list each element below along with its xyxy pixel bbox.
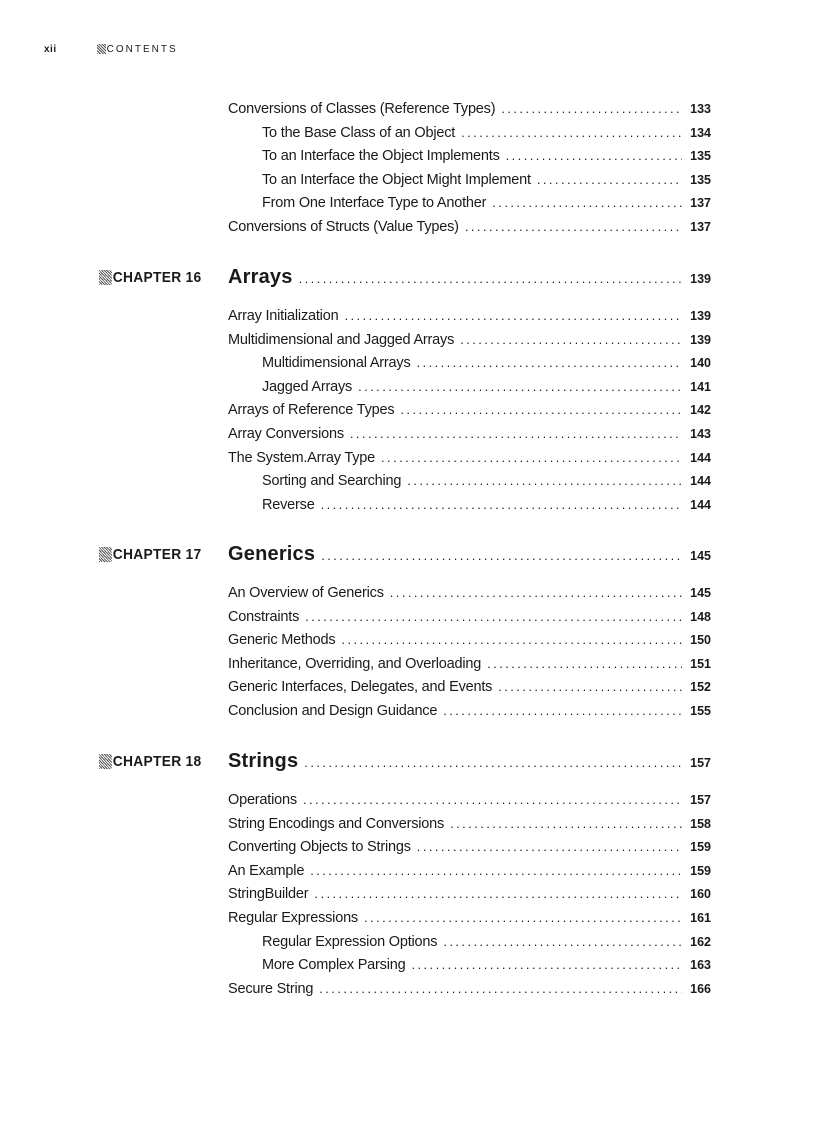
toc-entry-title: Arrays of Reference Types — [228, 402, 395, 419]
toc-entry-page: 139 — [690, 332, 711, 347]
toc-entry-page: 144 — [690, 497, 711, 512]
toc-entry-title: An Example — [228, 862, 305, 879]
dot-leader — [411, 953, 682, 977]
toc-entry-title: Secure String — [228, 980, 314, 997]
toc-entry[interactable] — [228, 328, 711, 352]
toc-entry-title: To the Base Class of an Object — [262, 124, 456, 141]
toc-entry-title: Regular Expression Options — [262, 933, 438, 950]
toc-entry-page: 163 — [690, 958, 711, 973]
toc-entry-title: Multidimensional Arrays — [262, 355, 411, 372]
dot-leader — [381, 446, 682, 470]
toc-entry-page: 142 — [690, 403, 711, 418]
toc-entry-page: 151 — [690, 656, 711, 671]
chapter-number: CHAPTER 16 — [112, 268, 202, 286]
dot-leader — [303, 788, 682, 812]
toc-entry[interactable] — [228, 398, 711, 422]
toc-entry-title: Constraints — [228, 608, 300, 625]
toc-entry-title: Converting Objects to Strings — [228, 839, 411, 856]
toc-entry[interactable] — [228, 882, 711, 906]
dot-leader — [358, 375, 682, 399]
toc-entry-title: Sorting and Searching — [262, 473, 402, 490]
toc-entry[interactable] — [262, 144, 711, 168]
toc-entry[interactable] — [228, 699, 711, 723]
toc-entry[interactable] — [228, 859, 711, 883]
toc-entry-page: 144 — [690, 474, 711, 489]
toc-entry[interactable] — [228, 675, 711, 699]
hatch-marker-icon — [99, 754, 112, 769]
toc-entry[interactable] — [228, 906, 711, 930]
toc-entry-title: Multidimensional and Jagged Arrays — [228, 331, 455, 348]
dot-leader — [321, 493, 682, 517]
chapter-label — [99, 752, 201, 770]
toc-entry-page: 162 — [690, 934, 711, 949]
chapter-page-number: 139 — [690, 272, 711, 286]
running-title: CONTENTS — [106, 43, 178, 55]
dot-leader — [487, 652, 682, 676]
toc-entry[interactable] — [262, 930, 711, 954]
toc-entry[interactable] — [228, 304, 711, 328]
chapter-number: CHAPTER 17 — [112, 545, 202, 563]
toc-entry-page: 155 — [690, 704, 711, 718]
dot-leader — [443, 930, 682, 954]
page-number: xii — [44, 43, 57, 55]
dot-leader — [350, 422, 682, 446]
dot-leader — [400, 398, 682, 422]
toc-entry-page: 160 — [690, 887, 711, 902]
toc-entry[interactable] — [262, 168, 711, 192]
toc-entry-page: 150 — [690, 633, 711, 648]
chapter-title-entry[interactable] — [228, 265, 711, 289]
toc-entry[interactable] — [228, 215, 711, 239]
toc-entry[interactable] — [228, 812, 711, 836]
toc-entry-title: Conversions of Structs (Value Types) — [228, 219, 459, 235]
dot-leader — [492, 191, 682, 215]
toc-entry-page: 157 — [690, 793, 711, 807]
toc-entry-page: 137 — [690, 220, 711, 234]
dot-leader — [314, 882, 682, 906]
toc-entry-title: From One Interface Type to Another — [262, 195, 487, 212]
hatch-marker-icon — [97, 44, 106, 54]
toc-entry-page: 158 — [690, 816, 711, 831]
dot-leader — [501, 97, 682, 121]
toc-entry-title: To an Interface the Object Might Implement — [262, 171, 531, 188]
toc-entry-page: 144 — [690, 450, 711, 465]
dot-leader — [319, 977, 682, 1001]
toc-entry[interactable] — [228, 605, 711, 629]
toc-entry[interactable] — [228, 977, 711, 1001]
toc-entry-page: 161 — [690, 911, 711, 925]
dot-leader — [450, 812, 682, 836]
toc-entry[interactable] — [228, 628, 711, 652]
dot-leader — [364, 906, 682, 930]
dot-leader — [417, 835, 682, 859]
dot-leader — [310, 859, 682, 883]
hatch-marker-icon — [99, 547, 112, 562]
toc-entry-page: 135 — [690, 149, 711, 164]
toc-entry-title: Conversions of Classes (Reference Types) — [228, 101, 496, 117]
toc-entry[interactable] — [262, 953, 711, 977]
hatch-marker-icon — [99, 270, 112, 285]
toc-entry-page: 141 — [690, 379, 711, 394]
toc-entry-title: String Encodings and Conversions — [228, 815, 445, 832]
toc-entry-page: 145 — [690, 586, 711, 600]
dot-leader — [407, 469, 682, 493]
toc-entry-title: Inheritance, Overriding, and Overloading — [228, 655, 482, 672]
toc-entry[interactable] — [228, 446, 711, 470]
toc-entry-title: Regular Expressions — [228, 910, 358, 926]
toc-entry-title: StringBuilder — [228, 886, 309, 903]
dot-leader — [321, 544, 682, 568]
chapter-page-number: 145 — [690, 549, 711, 563]
toc-entry[interactable] — [262, 121, 711, 145]
toc-entry-title: Generic Interfaces, Delegates, and Events — [228, 679, 493, 696]
toc-entry-title: To an Interface the Object Implements — [262, 148, 500, 165]
toc-entry[interactable] — [228, 422, 711, 446]
toc-entry-page: 137 — [690, 196, 711, 211]
toc-entry-title: Array Initialization — [228, 308, 339, 324]
toc-entry[interactable] — [262, 493, 711, 517]
toc-entry[interactable] — [228, 652, 711, 676]
toc-entry-page: 143 — [690, 427, 711, 441]
toc-entry[interactable] — [228, 835, 711, 859]
chapter-title-entry[interactable] — [228, 749, 711, 773]
dot-leader — [344, 304, 682, 328]
dot-leader — [305, 605, 682, 629]
toc-entry-page: 159 — [690, 863, 711, 878]
chapter-title: Generics — [228, 543, 316, 565]
dot-leader — [299, 267, 682, 291]
chapter-label — [99, 268, 201, 286]
toc-entry-title: Conclusion and Design Guidance — [228, 703, 438, 719]
toc-entry-title: Generic Methods — [228, 632, 336, 649]
toc-entry-page: 135 — [690, 172, 711, 187]
toc-entry-title: Reverse — [262, 496, 315, 513]
toc-entry-page: 148 — [690, 609, 711, 624]
toc-entry-title: More Complex Parsing — [262, 957, 406, 974]
chapter-page-number: 157 — [690, 756, 711, 770]
dot-leader — [461, 121, 682, 145]
chapter-title: Arrays — [228, 266, 293, 288]
chapter-label — [99, 545, 201, 563]
toc-entry[interactable] — [262, 351, 711, 375]
dot-leader — [390, 581, 682, 605]
toc-entry-page: 133 — [690, 102, 711, 116]
toc-entry-title: Array Conversions — [228, 426, 344, 442]
dot-leader — [465, 215, 682, 239]
toc-entry[interactable] — [262, 375, 711, 399]
toc-entry-page: 140 — [690, 356, 711, 371]
chapter-title-entry[interactable] — [228, 542, 711, 566]
dot-leader — [506, 144, 682, 168]
toc-entry-title: Jagged Arrays — [262, 378, 353, 395]
dot-leader — [498, 675, 682, 699]
dot-leader — [443, 699, 682, 723]
toc-entry[interactable] — [262, 191, 711, 215]
dot-leader — [417, 351, 682, 375]
toc-entry-title: The System.Array Type — [228, 449, 376, 466]
chapter-title: Strings — [228, 750, 299, 772]
dot-leader — [537, 168, 682, 192]
toc-entry-title: An Overview of Generics — [228, 585, 384, 601]
toc-entry-title: Operations — [228, 792, 297, 808]
toc-entry-page: 159 — [690, 840, 711, 855]
toc-entry-page: 139 — [690, 309, 711, 323]
toc-entry-page: 166 — [690, 981, 711, 996]
dot-leader — [341, 628, 682, 652]
chapter-number: CHAPTER 18 — [112, 752, 202, 770]
toc-entry[interactable] — [228, 788, 711, 812]
toc-entry[interactable] — [228, 97, 711, 121]
dot-leader — [304, 751, 682, 775]
dot-leader — [460, 328, 682, 352]
toc-entry[interactable] — [262, 469, 711, 493]
running-header — [44, 41, 178, 57]
toc-entry-page: 134 — [690, 125, 711, 140]
toc-entry[interactable] — [228, 581, 711, 605]
toc-entry-page: 152 — [690, 680, 711, 695]
